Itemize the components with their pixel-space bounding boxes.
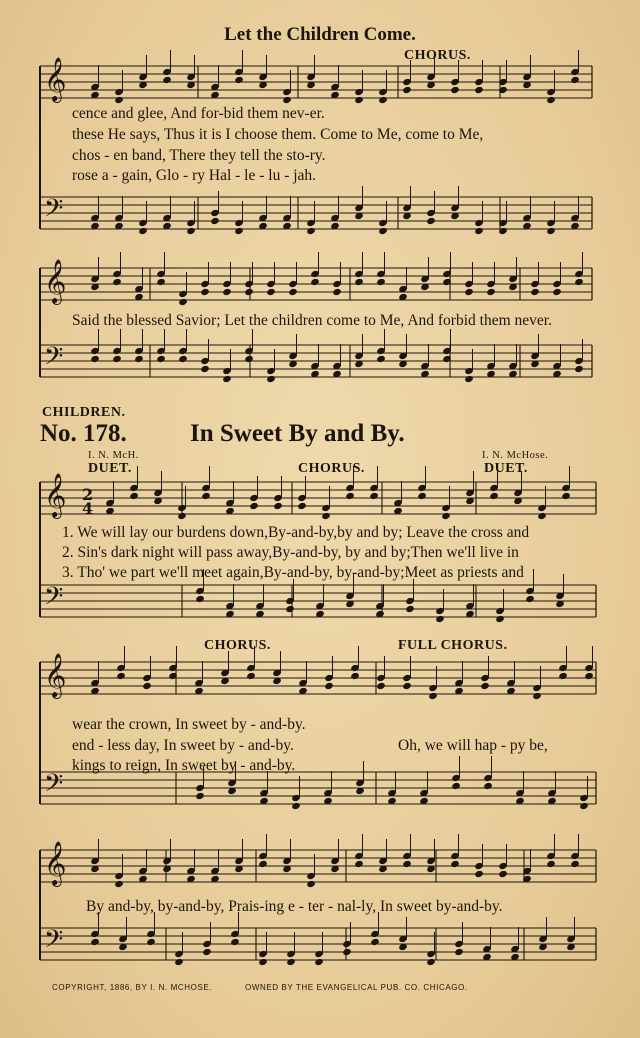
hymn2-title: In Sweet By and By. <box>190 420 405 447</box>
copyright-notice: COPYRIGHT, 1886, BY I. N. MCHOSE. <box>52 983 213 992</box>
hymn1-verse-line-4: rose a - gain, Glo - ry Hal - le - lu - jah. <box>72 167 317 184</box>
treble-clef: 𝄞 <box>44 259 67 303</box>
bass-clef: 𝄢 <box>44 582 64 617</box>
verse-1: 1. We will lay our burdens down,By-and-by,by and by; Leave the cross and <box>62 524 530 541</box>
hymn1-verse-line-1: cence and glee, And for-bid them nev-er. <box>72 105 325 122</box>
time-signature-bottom: 4 <box>82 499 94 518</box>
bass-clef: 𝄢 <box>44 769 64 804</box>
music-credit: I. N. McHose. <box>482 450 549 461</box>
owner-notice: OWNED BY THE EVANGELICAL PUB. CO. CHICAGO. <box>245 983 468 992</box>
chorus-label-1: CHORUS. <box>298 461 365 476</box>
verse-3-cont: kings to reign, In sweet by - and-by. <box>72 757 296 774</box>
time-signature-top: 2 <box>82 485 94 504</box>
treble-clef: 𝄞 <box>44 473 67 517</box>
hymn1-title: Let the Children Come. <box>224 24 416 45</box>
verse-2: 2. Sin's dark night will pass away,By-and-by, by and by;Then we'll live in <box>62 544 519 561</box>
bass-clef: 𝄢 <box>44 194 64 229</box>
bass-clef: 𝄢 <box>44 925 64 960</box>
hymn1-verse-line-2: these He says, Thus it is I choose them. Come to Me, come to Me, <box>72 126 484 143</box>
words-credit: I. N. McH. <box>88 450 139 461</box>
verse-2-cont: end - less day, In sweet by - and-by. <box>72 737 294 754</box>
full-chorus-text: Oh, we will hap - py be, <box>398 737 548 754</box>
verse-3: 3. Tho' we part we'll meet again,By-and-by, by-and-by;Meet as priests and <box>62 564 524 581</box>
treble-clef: 𝄞 <box>44 653 67 697</box>
hymn-number: No. 178. <box>40 420 127 447</box>
treble-clef: 𝄞 <box>44 841 67 885</box>
treble-clef: 𝄞 <box>44 57 67 101</box>
duet-label-2: DUET. <box>484 461 528 476</box>
section-label: CHILDREN. <box>42 405 126 420</box>
final-line: By and-by, by-and-by, Prais-ing e - ter - nal-ly, In sweet by-and-by. <box>86 898 503 915</box>
chorus-label-2: CHORUS. <box>204 638 271 653</box>
verse-1-cont: wear the crown, In sweet by - and-by. <box>72 716 306 733</box>
hymn1-refrain: Said the blessed Savior; Let the children come to Me, And forbid them never. <box>72 312 552 329</box>
hymn1-chorus-label: CHORUS. <box>404 48 471 63</box>
hymn1-verse-line-3: chos - en band, There they tell the sto-ry. <box>72 147 326 164</box>
duet-label-1: DUET. <box>88 461 132 476</box>
full-chorus-label: FULL CHORUS. <box>398 638 508 653</box>
bass-clef: 𝄢 <box>44 342 64 377</box>
